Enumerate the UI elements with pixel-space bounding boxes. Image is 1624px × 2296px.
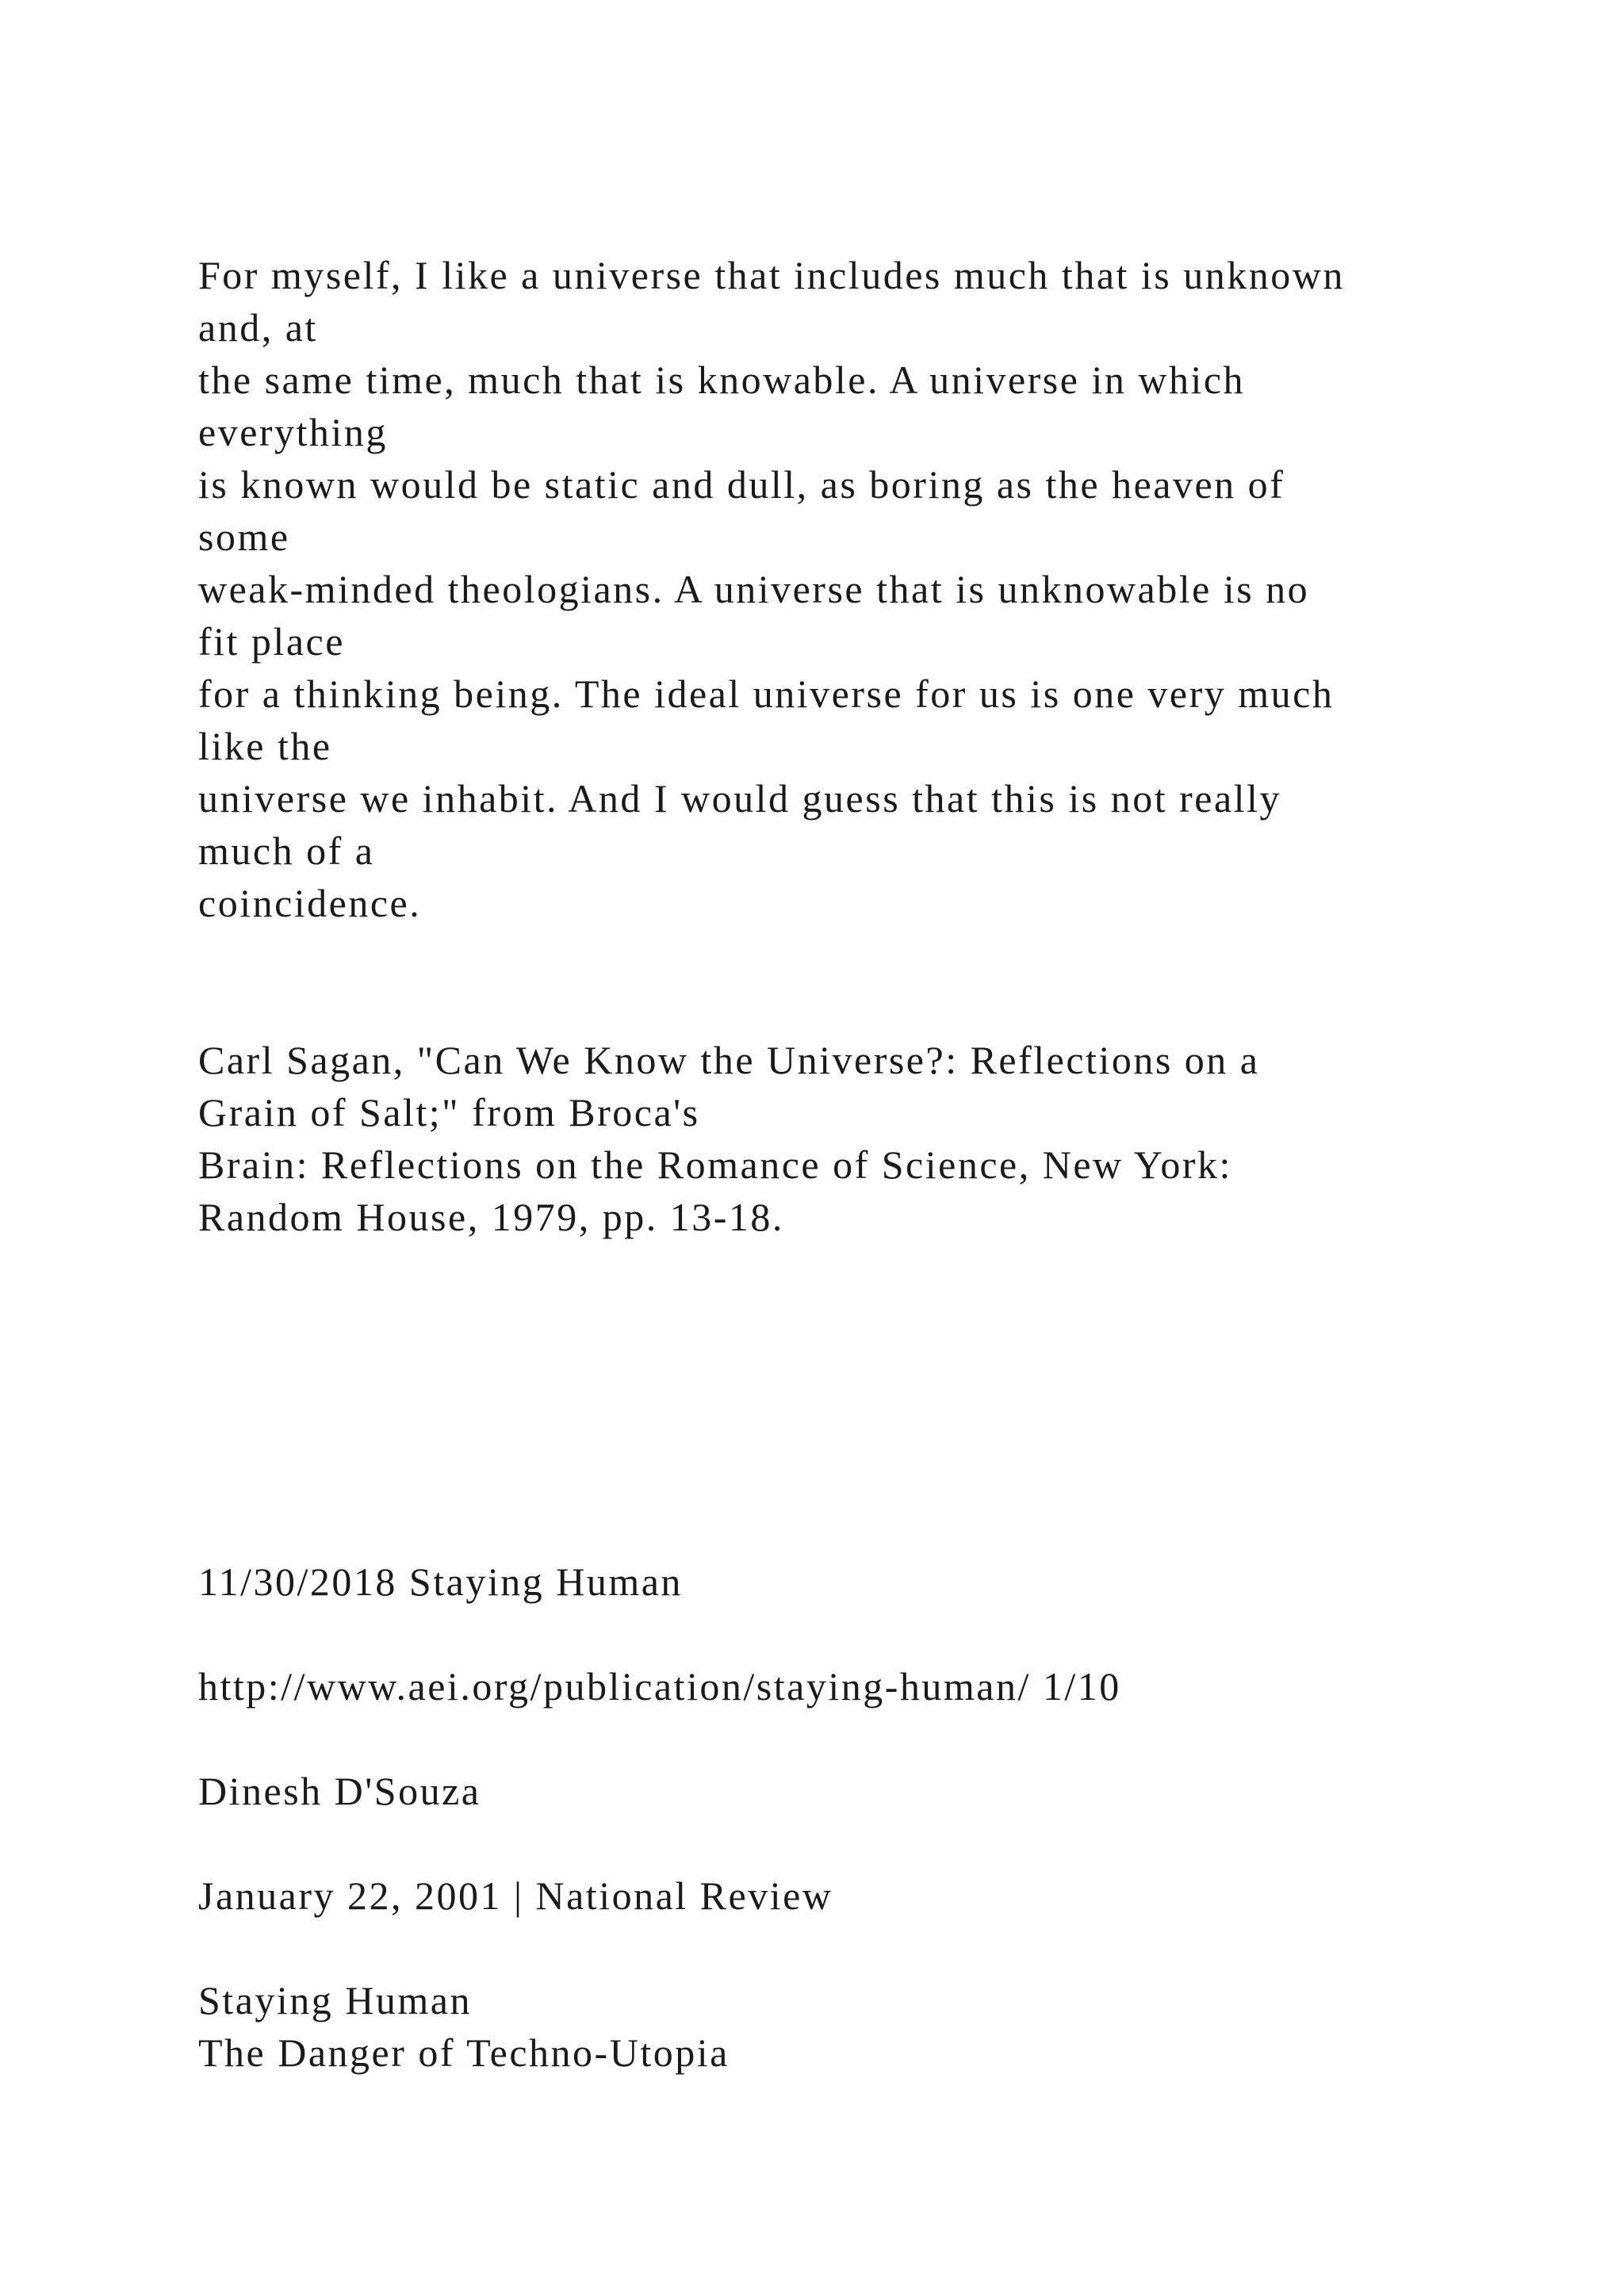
author: Dinesh D'Souza xyxy=(198,1769,481,1813)
print-url-page: http://www.aei.org/publication/staying-human/ 1/10 xyxy=(198,1664,1121,1709)
publication-date-source: January 22, 2001 | National Review xyxy=(198,1873,833,1918)
quote-line: fit place xyxy=(198,619,345,664)
quote-line: everything xyxy=(198,410,388,454)
quote-line: and, at xyxy=(198,305,318,350)
quote-line: much of a xyxy=(198,828,375,873)
citation-line: Carl Sagan, "Can We Know the Universe?: Reflections on a xyxy=(198,1038,1260,1082)
quote-line: weak-minded theologians. A universe that is unknowable is no xyxy=(198,567,1310,611)
citation-line: Brain: Reflections on the Romance of Science, New York: xyxy=(198,1142,1232,1187)
quote-line: the same time, much that is knowable. A universe in which xyxy=(198,358,1246,402)
article-subtitle: The Danger of Techno-Utopia xyxy=(198,2030,730,2075)
quote-line: for a thinking being. The ideal universe for us is one very much xyxy=(198,672,1335,716)
print-date-title: 11/30/2018 Staying Human xyxy=(198,1559,683,1604)
quote-line: like the xyxy=(198,724,332,768)
quote-line: is known would be static and dull, as boring as the heaven of xyxy=(198,462,1285,507)
citation-line: Random House, 1979, pp. 13-18. xyxy=(198,1195,784,1239)
quote-line: universe we inhabit. And I would guess that this is not really xyxy=(198,776,1281,821)
citation-line: Grain of Salt;" from Broca's xyxy=(198,1090,700,1135)
quote-line: some xyxy=(198,515,290,559)
article-title: Staying Human xyxy=(198,1978,472,2022)
quote-line: coincidence. xyxy=(198,881,422,925)
quote-line: For myself, I like a universe that includes much that is unknown xyxy=(198,253,1345,297)
